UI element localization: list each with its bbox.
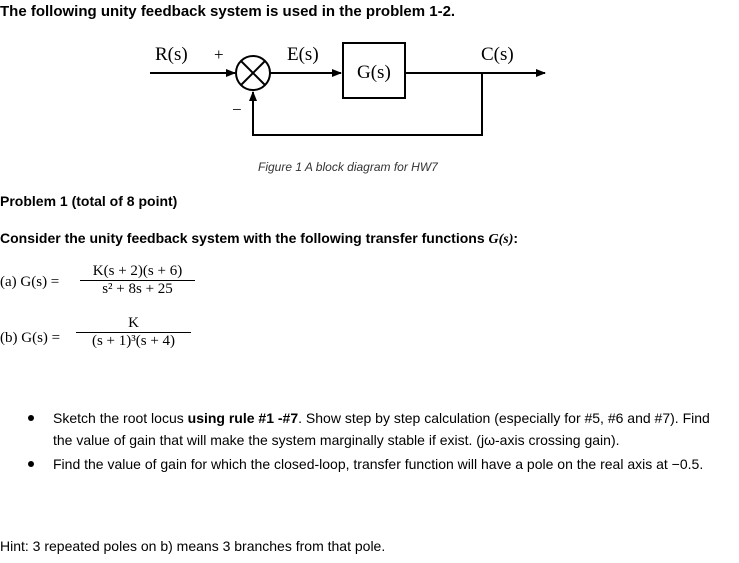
equation-b-fraction bbox=[76, 315, 191, 350]
task-list bbox=[26, 407, 716, 475]
block-label: G(s) bbox=[357, 62, 391, 83]
list-item-text: Sketch the root locus bbox=[53, 410, 188, 426]
input-label: R(s) bbox=[155, 44, 188, 65]
block-diagram bbox=[0, 30, 739, 150]
prompt-colon: : bbox=[513, 230, 519, 246]
heading: The following unity feedback system is used in the problem 1-2. bbox=[0, 3, 456, 20]
equation-a-denominator: s² + 8s + 25 bbox=[80, 280, 195, 298]
problem-title: Problem 1 (total of 8 point) bbox=[0, 193, 178, 209]
list-item-text-rest: . Show step by step calculation (especially for #5, #6 and #7). Find the value of gain that will make the system marginally stable if exist. (jω-axis crossing gain). bbox=[53, 410, 710, 448]
problem-prompt bbox=[0, 230, 518, 248]
bullet-icon bbox=[28, 461, 34, 467]
plus-sign: + bbox=[214, 45, 224, 64]
equation-a-fraction bbox=[80, 263, 195, 298]
equation-b-lhs: (b) G(s) = bbox=[0, 330, 61, 346]
equation-a-numerator: K(s + 2)(s + 6) bbox=[92, 263, 183, 279]
list-item bbox=[26, 407, 716, 451]
list-item-emphasis: using rule #1 -#7 bbox=[187, 410, 299, 426]
prompt-text: Consider the unity feedback system with the following transfer functions bbox=[0, 230, 489, 246]
hint-text: Hint: 3 repeated poles on b) means 3 branches from that pole. bbox=[0, 538, 386, 554]
equation-b-denominator: (s + 1)³(s + 4) bbox=[76, 332, 191, 350]
bullet-icon bbox=[28, 415, 34, 421]
figure-caption: Figure 1 A block diagram for HW7 bbox=[258, 160, 438, 174]
list-item bbox=[26, 453, 716, 475]
minus-sign: − bbox=[232, 100, 242, 119]
output-label: C(s) bbox=[481, 44, 514, 65]
error-label: E(s) bbox=[287, 44, 319, 65]
prompt-math: G(s) bbox=[488, 232, 514, 247]
list-item-text: Find the value of gain for which the closed-loop, transfer function will have a pole on the real axis at −0.5. bbox=[53, 456, 704, 472]
summing-junction bbox=[236, 56, 270, 90]
equation-a-lhs: (a) G(s) = bbox=[0, 274, 60, 290]
equation-b-numerator: K bbox=[128, 315, 139, 331]
